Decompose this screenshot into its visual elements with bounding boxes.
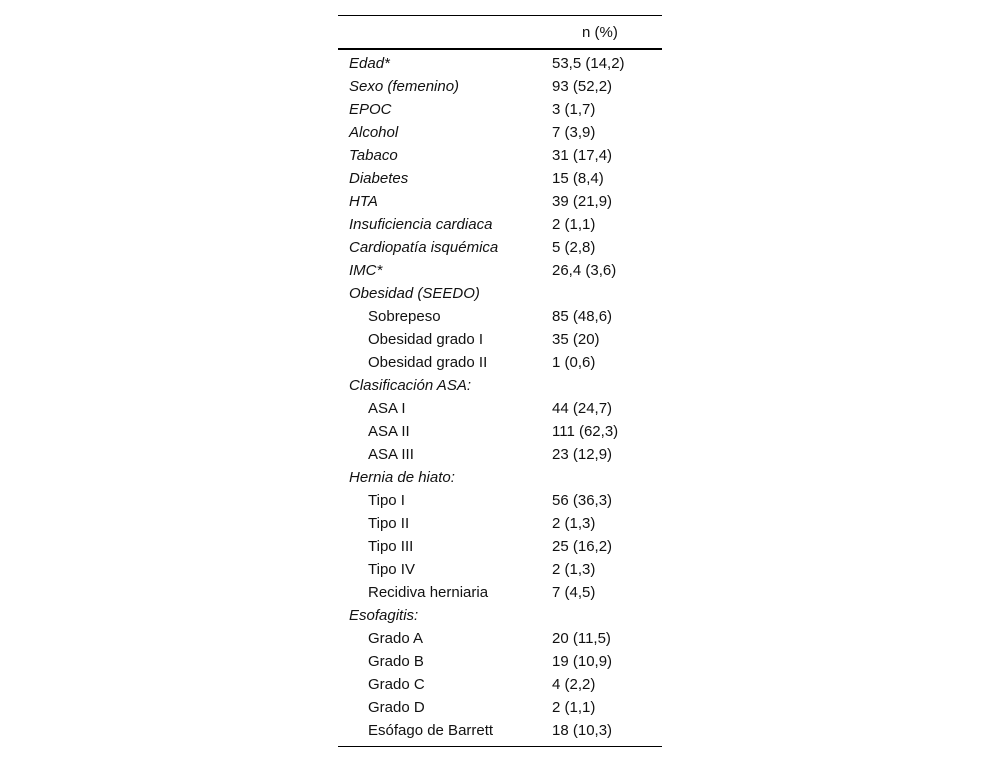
row-value: 1 (0,6) bbox=[552, 354, 596, 371]
row-label: Tipo IV bbox=[368, 561, 415, 578]
row-label: Recidiva herniaria bbox=[368, 584, 489, 601]
row-value: 31 (17,4) bbox=[552, 147, 613, 164]
row-value: 5 (2,8) bbox=[552, 239, 596, 256]
table-row bbox=[338, 236, 662, 259]
column-header-n-percent: n (%) bbox=[582, 24, 618, 41]
table-row bbox=[338, 673, 662, 696]
row-value: 26,4 (3,6) bbox=[552, 262, 617, 279]
table-row bbox=[338, 512, 662, 535]
row-value: 7 (4,5) bbox=[552, 584, 596, 601]
table-row bbox=[338, 443, 662, 466]
row-label: Obesidad grado II bbox=[368, 354, 488, 371]
table-row bbox=[338, 167, 662, 190]
table-row bbox=[338, 581, 662, 604]
row-value: 53,5 (14,2) bbox=[552, 55, 625, 72]
row-value: 18 (10,3) bbox=[552, 722, 613, 739]
row-value: 23 (12,9) bbox=[552, 446, 613, 463]
row-label: Grado D bbox=[368, 699, 425, 716]
table-row bbox=[338, 52, 662, 75]
row-label: Obesidad (SEEDO) bbox=[349, 285, 480, 302]
table-row bbox=[338, 213, 662, 236]
row-value: 39 (21,9) bbox=[552, 193, 613, 210]
row-value: 56 (36,3) bbox=[552, 492, 613, 509]
table-header-row bbox=[338, 16, 662, 48]
table-row bbox=[338, 328, 662, 351]
row-value: 25 (16,2) bbox=[552, 538, 613, 555]
row-value: 3 (1,7) bbox=[552, 101, 596, 118]
table-body bbox=[338, 50, 662, 746]
row-label: Alcohol bbox=[349, 124, 399, 141]
table-row bbox=[338, 121, 662, 144]
table-row bbox=[338, 98, 662, 121]
row-value: 7 (3,9) bbox=[552, 124, 596, 141]
table-row bbox=[338, 282, 662, 305]
row-label: Obesidad grado I bbox=[368, 331, 484, 348]
row-value: 19 (10,9) bbox=[552, 653, 613, 670]
table-row bbox=[338, 696, 662, 719]
row-label: Tipo I bbox=[368, 492, 405, 509]
table-row bbox=[338, 466, 662, 489]
data-table bbox=[338, 15, 662, 747]
row-label: Tipo III bbox=[368, 538, 414, 555]
row-label: Grado C bbox=[368, 676, 425, 693]
table-row bbox=[338, 190, 662, 213]
row-value: 35 (20) bbox=[552, 331, 600, 348]
row-label: Grado A bbox=[368, 630, 424, 647]
table-row bbox=[338, 420, 662, 443]
row-label: Esófago de Barrett bbox=[368, 722, 494, 739]
row-value: 93 (52,2) bbox=[552, 78, 613, 95]
row-label: Grado B bbox=[368, 653, 424, 670]
row-label: HTA bbox=[349, 193, 378, 210]
table-row bbox=[338, 259, 662, 282]
row-label: Insuficiencia cardiaca bbox=[349, 216, 493, 233]
table-row bbox=[338, 604, 662, 627]
table-row bbox=[338, 489, 662, 512]
row-value: 44 (24,7) bbox=[552, 400, 613, 417]
row-label: Edad* bbox=[349, 55, 390, 72]
table-row bbox=[338, 351, 662, 374]
row-label: ASA I bbox=[368, 400, 406, 417]
row-label: IMC* bbox=[349, 262, 383, 279]
row-value: 4 (2,2) bbox=[552, 676, 596, 693]
row-label: Tabaco bbox=[349, 147, 398, 164]
row-value: 2 (1,3) bbox=[552, 515, 596, 532]
table-row bbox=[338, 75, 662, 98]
row-value: 2 (1,3) bbox=[552, 561, 596, 578]
row-value: 2 (1,1) bbox=[552, 699, 596, 716]
table-row bbox=[338, 650, 662, 673]
table-row bbox=[338, 397, 662, 420]
row-label: ASA II bbox=[368, 423, 410, 440]
table-row bbox=[338, 374, 662, 397]
row-label: Sobrepeso bbox=[368, 308, 441, 325]
row-label: EPOC bbox=[349, 101, 392, 118]
table-row bbox=[338, 627, 662, 650]
row-label: Tipo II bbox=[368, 515, 410, 532]
row-label: Sexo (femenino) bbox=[349, 78, 460, 95]
row-label: Cardiopatía isquémica bbox=[349, 239, 499, 256]
row-value: 2 (1,1) bbox=[552, 216, 596, 233]
row-label: Clasificación ASA: bbox=[349, 377, 471, 394]
row-value: 20 (11,5) bbox=[552, 630, 611, 647]
row-value: 15 (8,4) bbox=[552, 170, 604, 187]
table-row bbox=[338, 535, 662, 558]
row-label: Hernia de hiato: bbox=[349, 469, 455, 486]
table-row bbox=[338, 144, 662, 167]
row-label: Diabetes bbox=[349, 170, 409, 187]
row-label: Esofagitis: bbox=[349, 607, 419, 624]
table-bottom-rule bbox=[338, 746, 662, 747]
table-row bbox=[338, 305, 662, 328]
row-value: 111 (62,3) bbox=[552, 423, 619, 440]
table-row bbox=[338, 719, 662, 742]
table-row bbox=[338, 558, 662, 581]
row-value: 85 (48,6) bbox=[552, 308, 613, 325]
row-label: ASA III bbox=[368, 446, 414, 463]
